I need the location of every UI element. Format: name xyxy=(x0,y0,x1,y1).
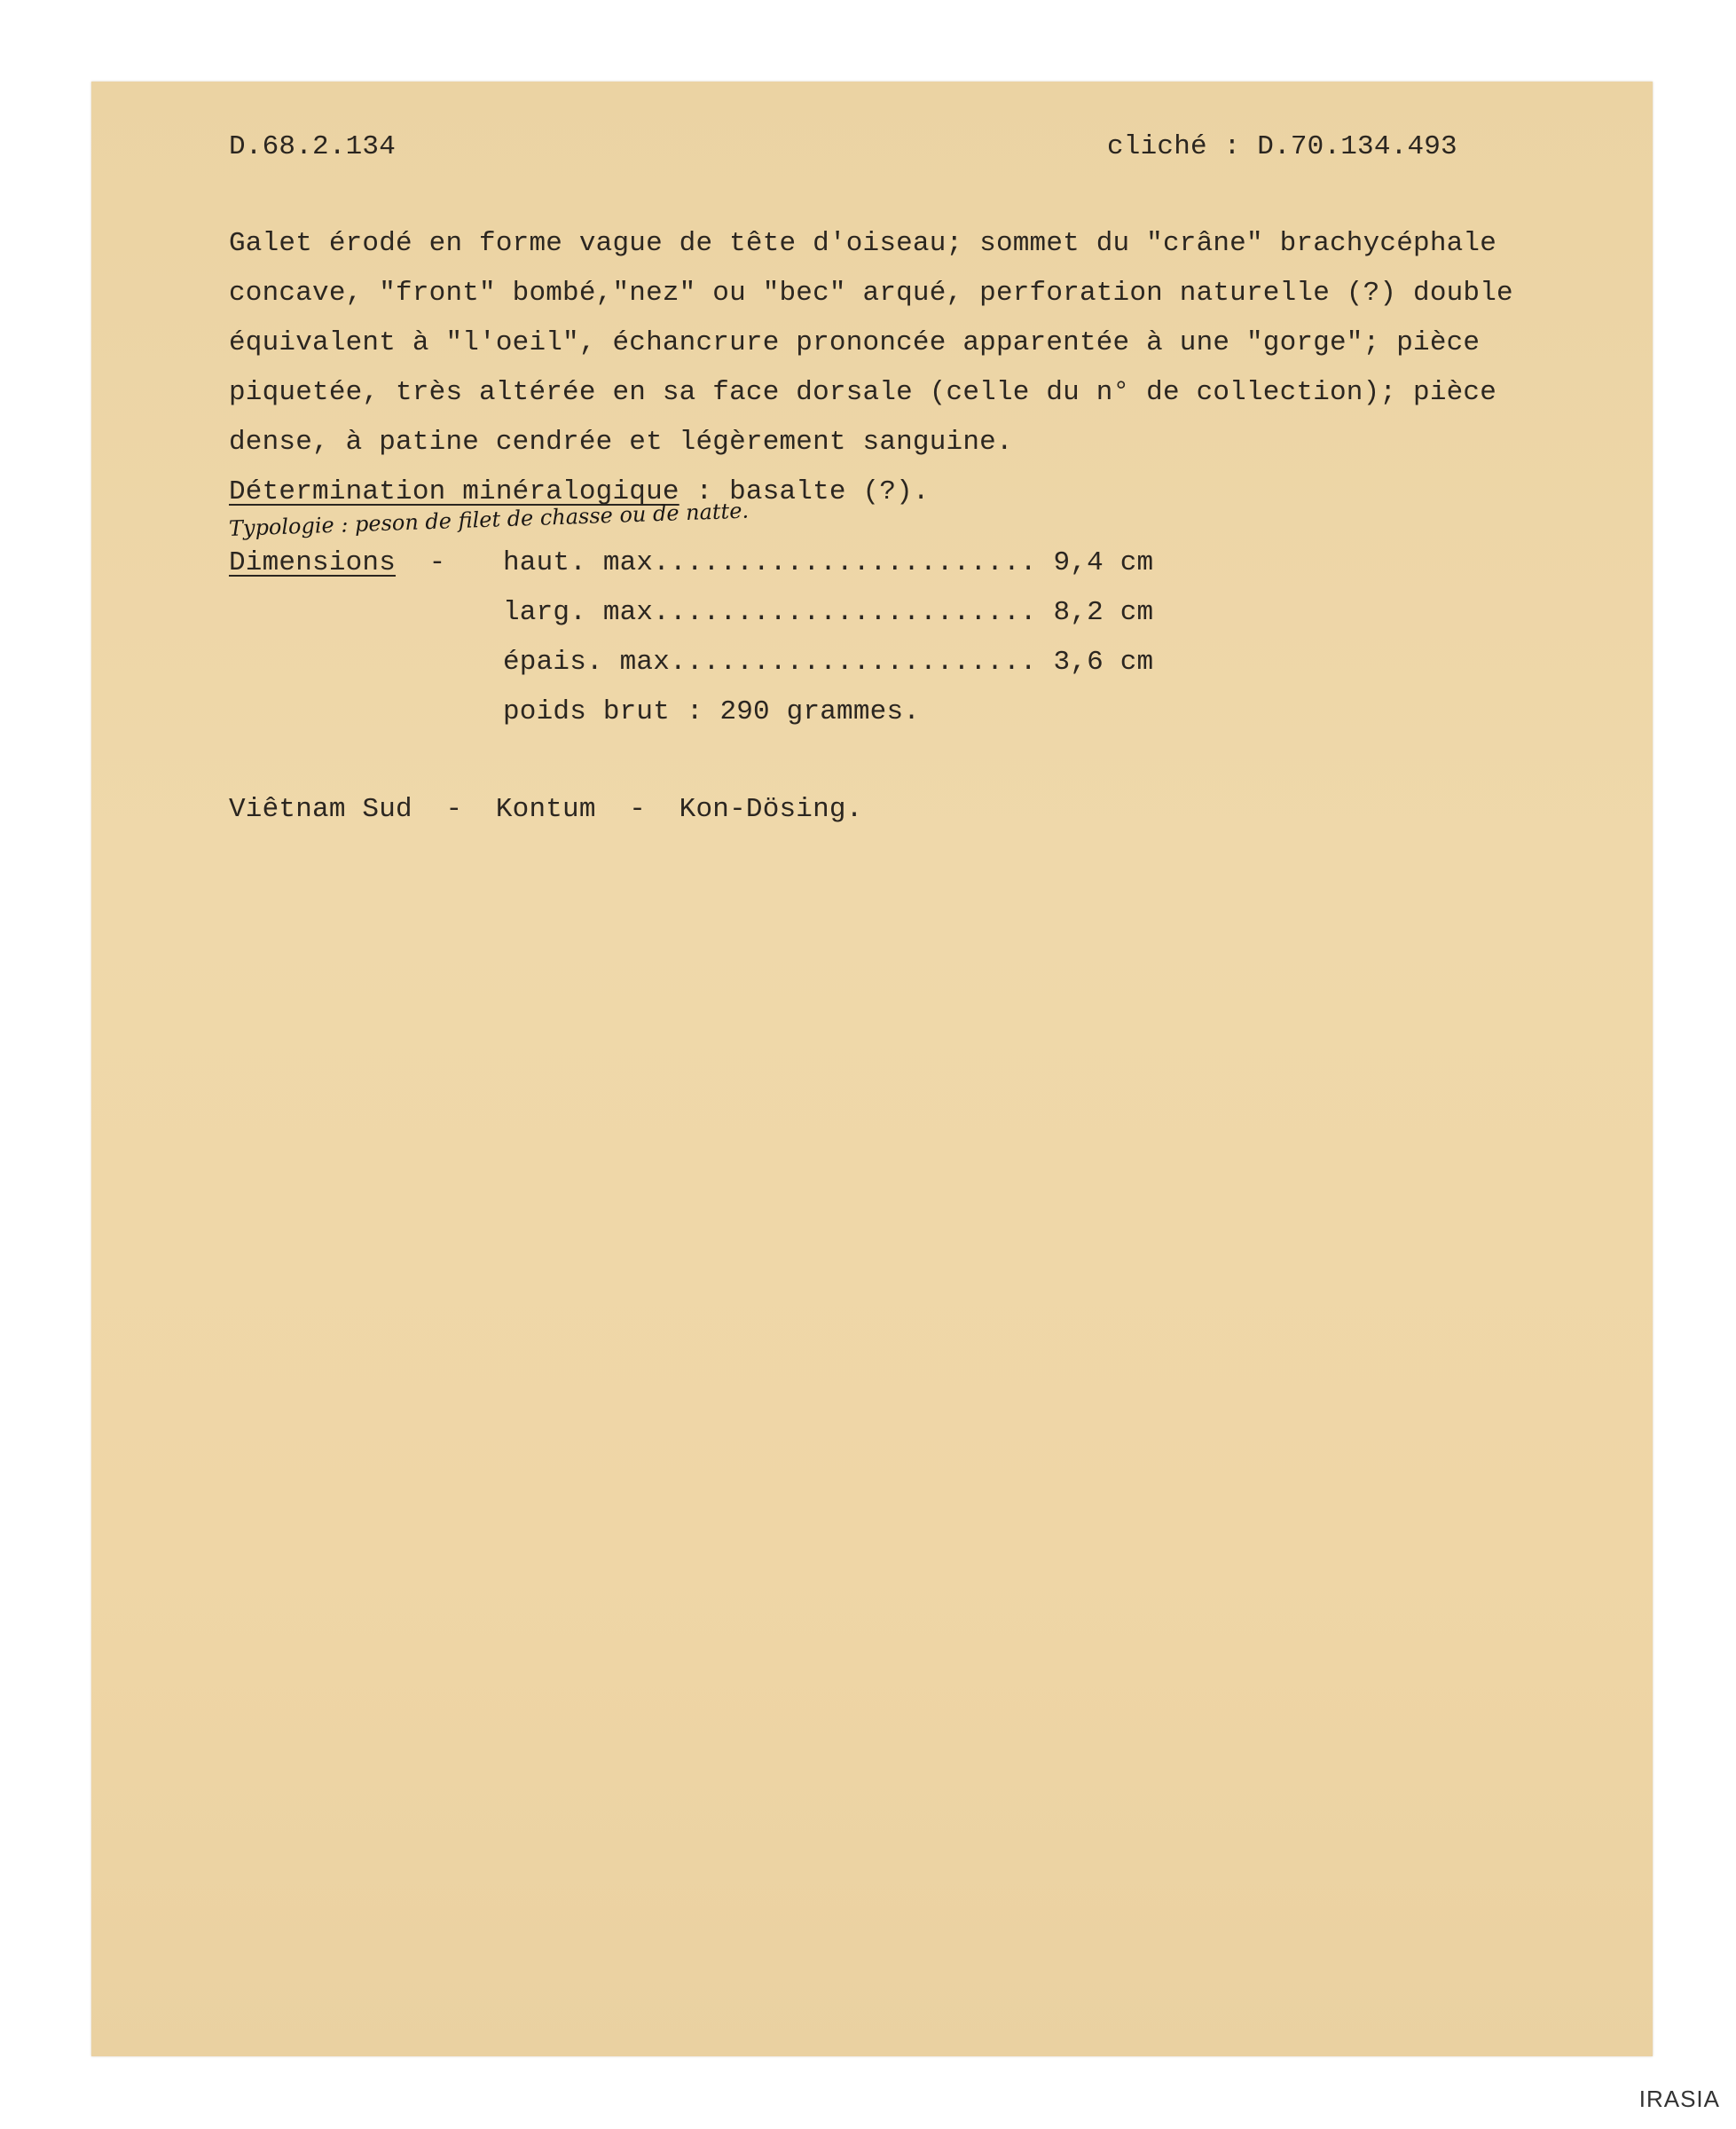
description-line-4: piquetée, très altérée en sa face dorsale (celle du n° de collection); pièce xyxy=(229,377,1497,408)
handwritten-typology-note: Typologie : peson de filet de chasse ou de natte. xyxy=(228,498,750,541)
location-line: Viêtnam Sud - Kontum - Kon-Dösing. xyxy=(229,794,863,825)
dimension-height: haut. max....................... 9,4 cm xyxy=(503,547,1154,578)
dimensions-dash: - xyxy=(396,547,463,578)
dimension-thickness: épais. max...................... 3,6 cm xyxy=(503,647,1154,678)
dimensions-label-line xyxy=(229,538,462,588)
dimension-weight: poids brut : 290 grammes. xyxy=(503,696,921,727)
description-line-1: Galet érodé en forme vague de tête d'oiseau; sommet du "crâne" brachycéphale xyxy=(229,228,1497,259)
paper-sheet xyxy=(91,82,1653,2056)
description-line-2: concave, "front" bombé,"nez" ou "bec" arqué, perforation naturelle (?) double xyxy=(229,278,1513,309)
mineralogy-value: : basalte (?). xyxy=(679,476,930,507)
description-line-3: équivalent à "l'oeil", échancrure prononcée apparentée à une "gorge"; pièce xyxy=(229,327,1481,358)
dimensions-label: Dimensions xyxy=(229,547,397,578)
inventory-number: D.68.2.134 xyxy=(229,131,397,162)
photo-reference: cliché : D.70.134.493 xyxy=(1107,131,1457,162)
watermark-text: IRASIA xyxy=(1638,2086,1720,2112)
description-line-5: dense, à patine cendrée et légèrement sanguine. xyxy=(229,427,1013,458)
mineralogy-label: Détermination minéralogique xyxy=(229,476,679,507)
dimension-width: larg. max....................... 8,2 cm xyxy=(503,597,1154,628)
